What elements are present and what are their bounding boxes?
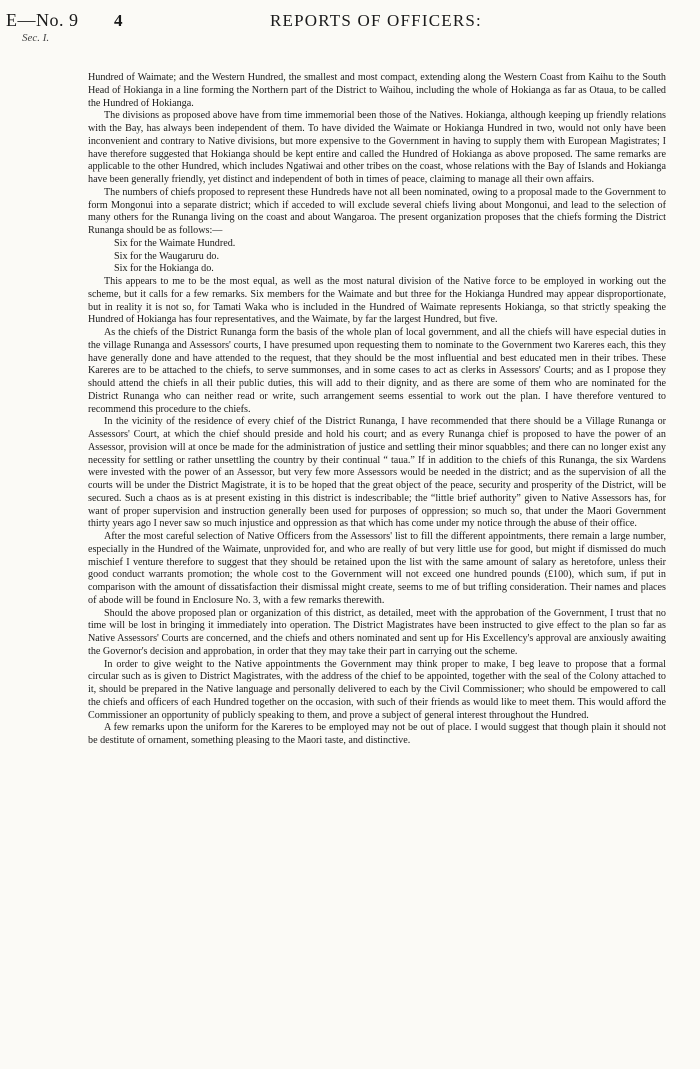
paragraph: This appears to me to be the most equal, as well as the most natural division of the Native force to be employed in working out the scheme, but it calls for a few remarks. Six members for the Waimate and but three for the Hokianga Hundred may appear disproportionate, but in reality it is not so, for Tamati Waka who is included in the Hundred of Waimate represents Hokianga, so that strictly speaking the Hundred of Hokianga has four representatives, and the Waimate, by far the largest Hundred, but five. xyxy=(88,276,666,326)
paragraph: In order to give weight to the Native appointments the Government may think proper to make, I beg leave to propose that a formal circular such as is given to District Magistrates, with the address of the chief to be appointed, together with the seal of the Colony attached to it, should be prepared in the Native language and personally delivered to each by the Civil Commissioner; who should be empowered to call the chiefs and officers of each Hundred together on the occasion, with such of their friends as would like to meet them. This would afford the Commissioner an opportunity of publicly speaking to them, and prove a subject of general interest throughout the Hundred. xyxy=(88,658,666,721)
list-item: Six for the Waimate Hundred. xyxy=(114,237,236,249)
running-title: REPORTS OF OFFICERS: xyxy=(270,11,482,30)
body-text xyxy=(88,72,666,748)
paragraph: Should the above proposed plan or organization of this district, as detailed, meet with the approbation of the Government, I trust that no time will be lost in bringing it immediately into operation. The District Magistrates have been instructed to give effect to the plan so far as Native Assessors' Courts are concerned, and the chiefs and others nominated and sent up for His Excellency's approval are anxiously awaiting the Governor's decision and approbation, in order that they may take their part in carrying out the scheme. xyxy=(88,607,666,657)
paragraph: The numbers of chiefs proposed to represent these Hundreds have not all been nominated, owing to a proposal made to the Government to form Mongonui into a separate district; which if acceded to will exclude several chiefs living about Mongonui, and lead to the selection of many others for the Runanga living on the coast and about Wangaroa. The present organization proposes that the chiefs forming the District Runanga should be as follows:— xyxy=(88,186,666,236)
page-header xyxy=(0,10,700,60)
paragraph: In the vicinity of the residence of every chief of the District Runanga, I have recommended that there should be a Village Runanga or Assessors' Court, at which the chief should preside and hold his court; and as every Runanga chief is proposed to have the power of an Assessor, provision will at once be made for the administration of justice and settling their minor squabbles; and there can no longer exist any necessity for settling or rather unsettling the country by their continual “ taua.” If in addition to the chiefs of this Runanga, the six Wardens were invested with the power of an Assessor, but very few more Assessors would be needed in the district; and as the supervision of all the courts will be under the District Magistrate, it is to be hoped that the great object of the peace, security and prosperity of the District, will be secured. Such a chaos as is at present existing in this district is indescribable; the “little brief authority” given to Native Assessors has, for want of proper supervision and instruction generally been used for purposes of oppression; so much so, that under the Maori Government thirty years ago I never saw so much injustice and oppression as that which has come under my notice through the abuse of their office. xyxy=(88,416,666,530)
document-code: E—No. 9 xyxy=(6,10,79,30)
paragraph: A few remarks upon the uniform for the Kareres to be employed may not be out of place. I would suggest that though plain it should not be destitute of ornament, something pleasing to the Maori taste, and distinctive. xyxy=(88,722,666,746)
paragraph: As the chiefs of the District Runanga form the basis of the whole plan of local government, and all the chiefs will have especial duties in the village Runanga and Assessors' courts, I have presumed upon requesting them to nominate to the Government two Kareres each, this they have generally done and have attended to the request, that they should be the most influential and best educated men in their tribes. These Kareres are to be attached to the chiefs, to serve summonses, and in some cases to act as clerks in Assessors' Courts; and as I propose they should attend the chiefs in all their public duties, this will add to their dignity, and as there are some of them who are nominated for the District Runanga who can neither read or write, such arrangement seems essential to work out the plan. I have therefore ventured to recommend this procedure to the chiefs. xyxy=(88,327,666,415)
section-label: Sec. I. xyxy=(22,32,50,44)
list-item: Six for the Waugaruru do. xyxy=(114,250,220,262)
paragraph: The divisions as proposed above have from time immemorial been those of the Natives. Hokianga, although keeping up friendly relations with the Bay, has always been independent of them. To have divided the Waimate or Hokianga Hundred in two, would not only have been inconvenient and contrary to Native divisions, but more expensive to the Government in having to supply them with European Magistrates; I have therefore suggested that Hokianga should be kept entire and called the Hundred of Hokianga as above proposed. The same remarks are applicable to the other Hundred, which includes Ngatiwai and other tribes on the coast, whose relations with the Bay of Islands and Hokianga have been generally friendly, yet distinct and independent of both in times of peace, claiming to manage all their own affairs. xyxy=(88,110,666,185)
paragraph: After the most careful selection of Native Officers from the Assessors' list to fill the different appointments, there remain a large number, especially in the Hundred of the Waimate, unprovided for, and who are really of but very little use for good, but might if dismissed do much mischief I venture therefore to suggest that they should be retained upon the list with the same amount of salary as heretofore, unless their good conduct warrants promotion; the whole cost to the Government will not exceed one hundred pounds (£100), which sum, if put in comparison with the amount of dissatisfaction their dismissal might create, seems to me of but trifling consideration. Their names and places of abode will be found in Enclosure No. 3, with a few remarks therewith. xyxy=(88,531,666,606)
list-item: Six for the Hokianga do. xyxy=(114,263,214,275)
page-number: 4 xyxy=(114,11,123,30)
paragraph: Hundred of Waimate; and the Western Hundred, the smallest and most compact, extending along the Western Coast from Kaihu to the South Head of Hokianga in a line forming the Northern part of the District to Waihou, including the whole of Hokianga as far as Otaua, to be called the Hundred of Hokianga. xyxy=(88,72,666,109)
